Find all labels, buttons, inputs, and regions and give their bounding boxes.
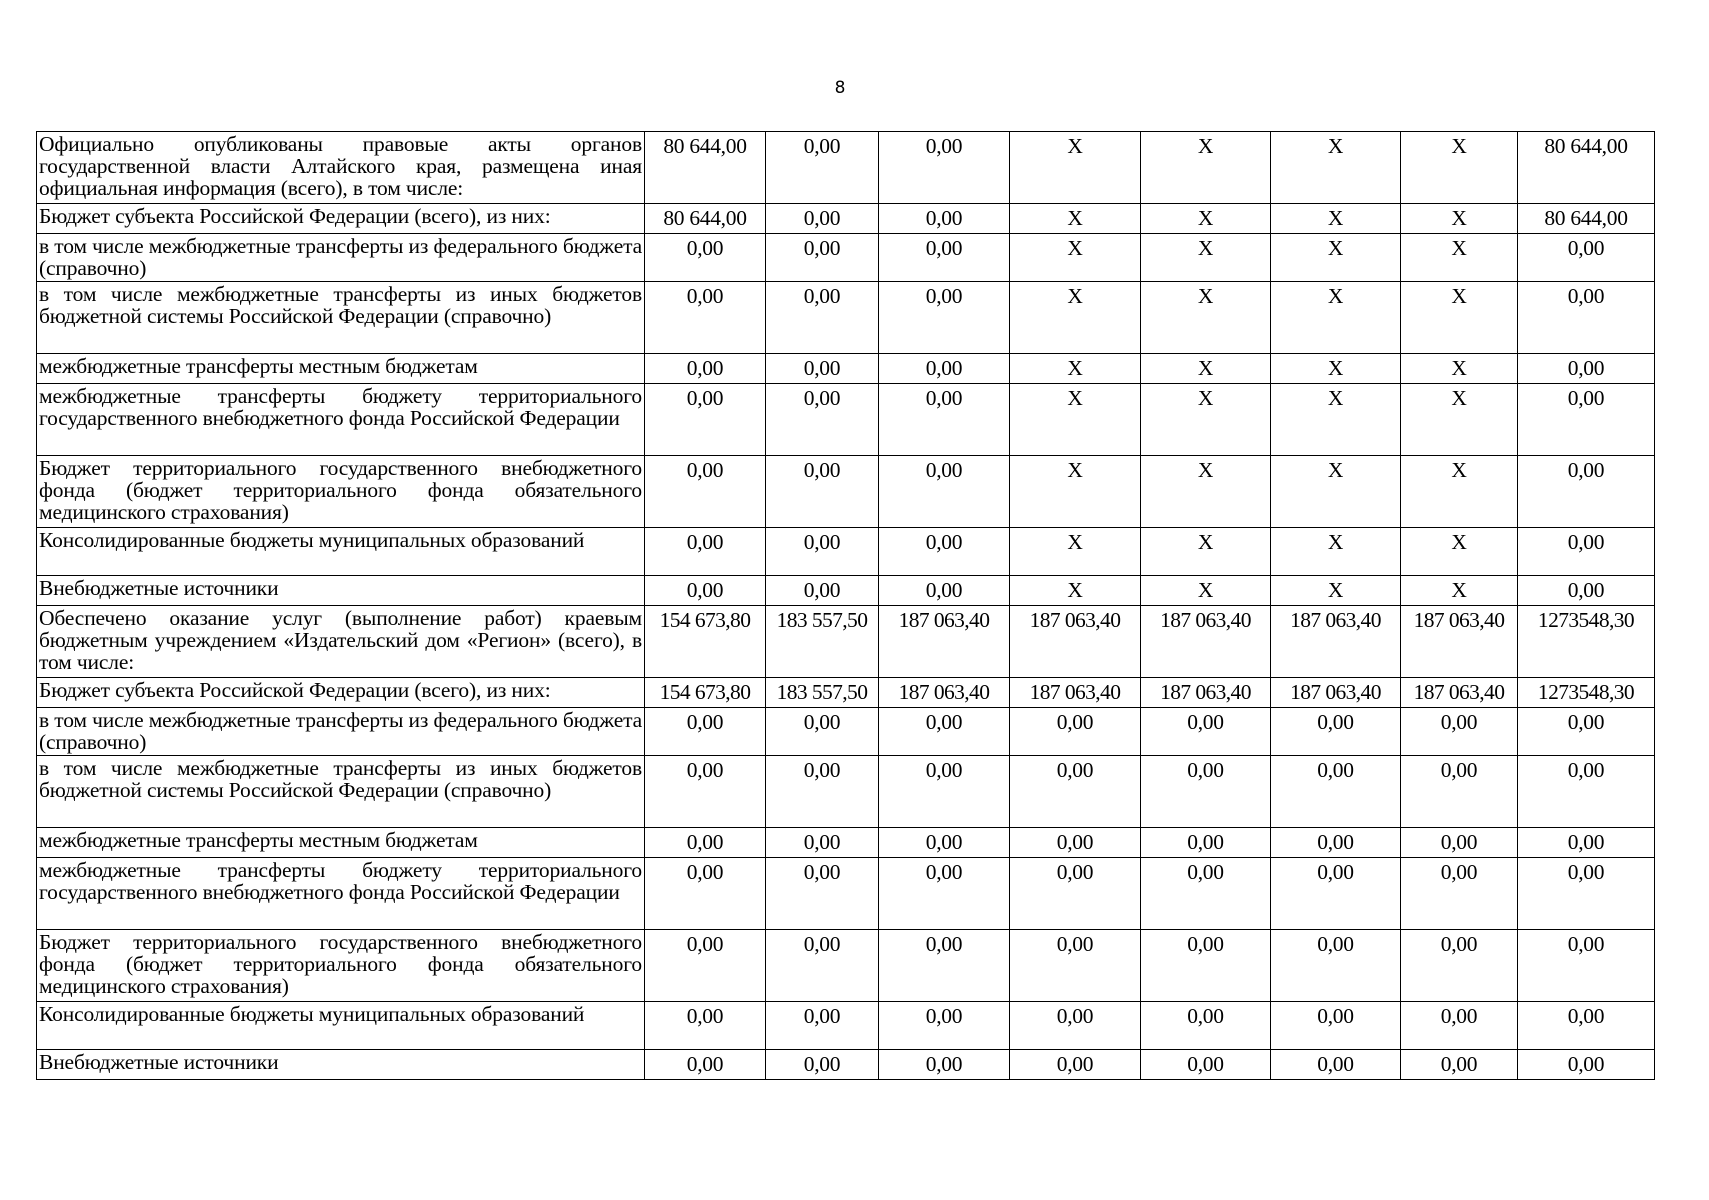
value-cell: X (1141, 204, 1271, 234)
table-row (37, 528, 1655, 576)
value-cell: X (1010, 354, 1141, 384)
row-label: в том числе межбюджетные трансферты из федерального бюджета (справочно) (37, 708, 645, 756)
value-cell: 0,00 (879, 828, 1010, 858)
value-cell: 154 673,80 (645, 606, 766, 678)
row-label: Консолидированные бюджеты муниципальных образований (37, 528, 645, 576)
value-cell: 0,00 (1401, 858, 1518, 930)
value-cell: X (1271, 132, 1401, 204)
value-cell: 0,00 (879, 708, 1010, 756)
value-cell: 0,00 (879, 576, 1010, 606)
value-cell: 0,00 (879, 282, 1010, 354)
value-cell: 0,00 (879, 384, 1010, 456)
value-cell: 0,00 (1271, 858, 1401, 930)
value-cell: 0,00 (766, 858, 879, 930)
value-cell: 0,00 (1518, 708, 1655, 756)
value-cell: X (1401, 576, 1518, 606)
value-cell: 0,00 (1518, 1050, 1655, 1080)
row-label: Бюджет субъекта Российской Федерации (всего), из них: (37, 204, 645, 234)
value-cell: X (1141, 234, 1271, 282)
table-row (37, 132, 1655, 204)
value-cell: 0,00 (766, 234, 879, 282)
value-cell: 80 644,00 (645, 204, 766, 234)
table-row (37, 354, 1655, 384)
value-cell: X (1271, 282, 1401, 354)
value-cell: 187 063,40 (879, 606, 1010, 678)
value-cell: 0,00 (645, 1050, 766, 1080)
value-cell: X (1010, 132, 1141, 204)
value-cell: 0,00 (879, 528, 1010, 576)
row-label: межбюджетные трансферты бюджету территориального государственного внебюджетного фонда Российской Федерации (37, 384, 645, 456)
value-cell: 187 063,40 (1010, 606, 1141, 678)
row-label: в том числе межбюджетные трансферты из иных бюджетов бюджетной системы Российской Федерации (справочно) (37, 282, 645, 354)
value-cell: 0,00 (1141, 930, 1271, 1002)
value-cell: 0,00 (879, 858, 1010, 930)
value-cell: 0,00 (879, 354, 1010, 384)
value-cell: 0,00 (1141, 858, 1271, 930)
value-cell: 0,00 (879, 234, 1010, 282)
value-cell: 0,00 (766, 204, 879, 234)
value-cell: 0,00 (1518, 234, 1655, 282)
value-cell: 0,00 (645, 456, 766, 528)
value-cell: X (1141, 282, 1271, 354)
value-cell: X (1141, 576, 1271, 606)
value-cell: 0,00 (879, 930, 1010, 1002)
value-cell: 0,00 (645, 234, 766, 282)
value-cell: 0,00 (1141, 1050, 1271, 1080)
table-row (37, 282, 1655, 354)
value-cell: X (1271, 528, 1401, 576)
row-label: Внебюджетные источники (37, 576, 645, 606)
value-cell: 0,00 (1518, 384, 1655, 456)
value-cell: 0,00 (1518, 930, 1655, 1002)
value-cell: 0,00 (766, 354, 879, 384)
value-cell: 0,00 (645, 384, 766, 456)
value-cell: 0,00 (645, 1002, 766, 1050)
budget-table (36, 131, 1655, 1080)
table-row (37, 708, 1655, 756)
value-cell: 0,00 (1518, 828, 1655, 858)
value-cell: 0,00 (1518, 1002, 1655, 1050)
value-cell: X (1141, 528, 1271, 576)
table-row (37, 828, 1655, 858)
value-cell: 0,00 (645, 708, 766, 756)
value-cell: 0,00 (1518, 756, 1655, 828)
value-cell: 187 063,40 (1141, 678, 1271, 708)
value-cell: 0,00 (645, 282, 766, 354)
value-cell: 0,00 (766, 1050, 879, 1080)
value-cell: 0,00 (1271, 1002, 1401, 1050)
value-cell: 0,00 (879, 204, 1010, 234)
value-cell: 0,00 (766, 282, 879, 354)
value-cell: X (1010, 204, 1141, 234)
value-cell: 0,00 (766, 756, 879, 828)
row-label: Консолидированные бюджеты муниципальных образований (37, 1002, 645, 1050)
value-cell: 0,00 (1010, 858, 1141, 930)
value-cell: X (1010, 456, 1141, 528)
value-cell: 0,00 (1010, 828, 1141, 858)
value-cell: X (1271, 456, 1401, 528)
value-cell: 0,00 (1141, 756, 1271, 828)
value-cell: 0,00 (1271, 756, 1401, 828)
table-row (37, 384, 1655, 456)
value-cell: X (1010, 234, 1141, 282)
value-cell: 0,00 (766, 708, 879, 756)
value-cell: 0,00 (1271, 930, 1401, 1002)
table-row (37, 606, 1655, 678)
value-cell: 0,00 (766, 528, 879, 576)
value-cell: 0,00 (879, 1002, 1010, 1050)
value-cell: 187 063,40 (1401, 606, 1518, 678)
value-cell: 187 063,40 (1010, 678, 1141, 708)
value-cell: 0,00 (879, 456, 1010, 528)
value-cell: 187 063,40 (1141, 606, 1271, 678)
table-row (37, 1050, 1655, 1080)
value-cell: 0,00 (766, 828, 879, 858)
value-cell: 187 063,40 (1401, 678, 1518, 708)
value-cell: X (1141, 132, 1271, 204)
row-label: межбюджетные трансферты бюджету территориального государственного внебюджетного фонда Российской Федерации (37, 858, 645, 930)
value-cell: 0,00 (1010, 1050, 1141, 1080)
row-label: Официально опубликованы правовые акты органов государственной власти Алтайского края, размещена иная официальная информация (всего), в том числе: (37, 132, 645, 204)
value-cell: 0,00 (766, 930, 879, 1002)
value-cell: 0,00 (766, 456, 879, 528)
row-label: в том числе межбюджетные трансферты из иных бюджетов бюджетной системы Российской Федерации (справочно) (37, 756, 645, 828)
value-cell: X (1271, 204, 1401, 234)
value-cell: X (1010, 282, 1141, 354)
value-cell: 183 557,50 (766, 606, 879, 678)
value-cell: 187 063,40 (1271, 678, 1401, 708)
table-row (37, 204, 1655, 234)
value-cell: 183 557,50 (766, 678, 879, 708)
value-cell: 0,00 (1518, 576, 1655, 606)
table-row (37, 930, 1655, 1002)
value-cell: 1273548,30 (1518, 678, 1655, 708)
table-row (37, 756, 1655, 828)
table-row (37, 234, 1655, 282)
table-body (37, 132, 1655, 1080)
value-cell: X (1141, 384, 1271, 456)
value-cell: 0,00 (1401, 1002, 1518, 1050)
value-cell: 0,00 (1271, 1050, 1401, 1080)
value-cell: X (1271, 384, 1401, 456)
value-cell: 0,00 (645, 828, 766, 858)
value-cell: 0,00 (645, 930, 766, 1002)
value-cell: 0,00 (1518, 528, 1655, 576)
value-cell: 0,00 (645, 354, 766, 384)
value-cell: 0,00 (1010, 708, 1141, 756)
value-cell: 0,00 (1518, 354, 1655, 384)
value-cell: 0,00 (879, 1050, 1010, 1080)
value-cell: 0,00 (766, 576, 879, 606)
value-cell: 0,00 (1401, 828, 1518, 858)
value-cell: 0,00 (1401, 930, 1518, 1002)
table-row (37, 678, 1655, 708)
value-cell: 0,00 (1010, 756, 1141, 828)
value-cell: 0,00 (766, 132, 879, 204)
value-cell: 0,00 (766, 1002, 879, 1050)
value-cell: 0,00 (1271, 708, 1401, 756)
value-cell: X (1401, 354, 1518, 384)
value-cell: X (1271, 576, 1401, 606)
value-cell: 80 644,00 (1518, 132, 1655, 204)
value-cell: 0,00 (879, 132, 1010, 204)
row-label: в том числе межбюджетные трансферты из федерального бюджета (справочно) (37, 234, 645, 282)
value-cell: X (1401, 456, 1518, 528)
page-number: 8 (834, 78, 846, 98)
value-cell: 0,00 (1401, 1050, 1518, 1080)
value-cell: 0,00 (1141, 828, 1271, 858)
value-cell: 0,00 (766, 384, 879, 456)
value-cell: X (1401, 528, 1518, 576)
value-cell: X (1401, 132, 1518, 204)
value-cell: X (1401, 234, 1518, 282)
value-cell: 0,00 (879, 756, 1010, 828)
value-cell: X (1141, 354, 1271, 384)
value-cell: X (1010, 528, 1141, 576)
row-label: межбюджетные трансферты местным бюджетам (37, 354, 645, 384)
row-label: межбюджетные трансферты местным бюджетам (37, 828, 645, 858)
row-label: Бюджет субъекта Российской Федерации (всего), из них: (37, 678, 645, 708)
value-cell: 154 673,80 (645, 678, 766, 708)
value-cell: X (1401, 282, 1518, 354)
value-cell: 0,00 (645, 528, 766, 576)
value-cell: X (1141, 456, 1271, 528)
value-cell: 0,00 (1271, 828, 1401, 858)
value-cell: 0,00 (1141, 1002, 1271, 1050)
value-cell: 0,00 (645, 858, 766, 930)
value-cell: 0,00 (1141, 708, 1271, 756)
row-label: Бюджет территориального государственного внебюджетного фонда (бюджет территориального фонда обязательного медицинского страхования) (37, 930, 645, 1002)
value-cell: 187 063,40 (879, 678, 1010, 708)
value-cell: X (1010, 576, 1141, 606)
table-row (37, 576, 1655, 606)
value-cell: 80 644,00 (645, 132, 766, 204)
value-cell: 0,00 (645, 756, 766, 828)
value-cell: 80 644,00 (1518, 204, 1655, 234)
value-cell: 0,00 (1518, 282, 1655, 354)
value-cell: 0,00 (1401, 708, 1518, 756)
row-label: Внебюджетные источники (37, 1050, 645, 1080)
value-cell: X (1271, 354, 1401, 384)
value-cell: X (1010, 384, 1141, 456)
table-row (37, 858, 1655, 930)
table-row (37, 1002, 1655, 1050)
value-cell: X (1401, 384, 1518, 456)
value-cell: X (1401, 204, 1518, 234)
value-cell: 1273548,30 (1518, 606, 1655, 678)
value-cell: 0,00 (1518, 858, 1655, 930)
table-row (37, 456, 1655, 528)
value-cell: 0,00 (1518, 456, 1655, 528)
row-label: Бюджет территориального государственного внебюджетного фонда (бюджет территориального фонда обязательного медицинского страхования) (37, 456, 645, 528)
value-cell: 187 063,40 (1271, 606, 1401, 678)
row-label: Обеспечено оказание услуг (выполнение работ) краевым бюджетным учреждением «Издательский дом «Регион» (всего), в том числе: (37, 606, 645, 678)
value-cell: 0,00 (645, 576, 766, 606)
value-cell: 0,00 (1010, 1002, 1141, 1050)
value-cell: X (1271, 234, 1401, 282)
value-cell: 0,00 (1401, 756, 1518, 828)
value-cell: 0,00 (1010, 930, 1141, 1002)
